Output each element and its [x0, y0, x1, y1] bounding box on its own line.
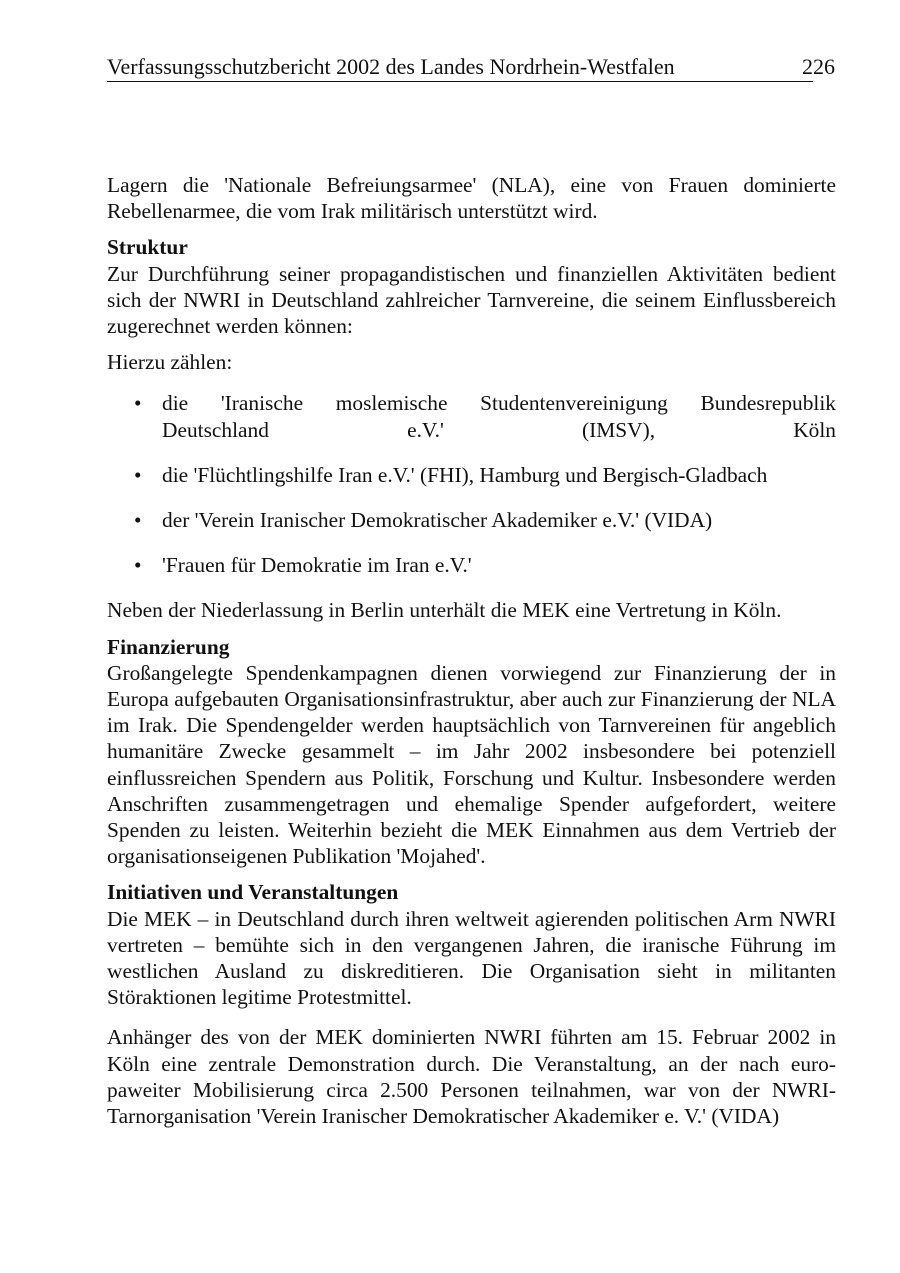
- list-item: [107, 552, 836, 578]
- page-content: [107, 172, 836, 1129]
- bullet-icon: •: [134, 462, 142, 487]
- bullet-icon: •: [134, 508, 142, 533]
- list-item-text: die 'Flüchtlingshilfe Iran e.V.' (FHI), Hamburg und Bergisch-Gladbach: [162, 462, 768, 487]
- struktur-paragraph: Zur Durchführung seiner propagandistischen und finanziellen Aktivitäten bedient sich der NWRI in Deutschland zahlreicher Tarnvereine, die seinem Einflussbereich zugerechnet werden können:: [107, 261, 836, 339]
- bullet-icon: •: [134, 553, 142, 578]
- organization-list: [107, 390, 836, 578]
- list-item-text: die 'Iranische moslemische Studentenvereinigung Bundesrepublik Deutschland e.V.' (IMSV), Köln: [162, 391, 836, 442]
- initiativen-paragraph-1: Die MEK – in Deutschland durch ihren weltweit agierenden politischen Arm NWRI vertreten – bemühte sich in den vergangenen Jahren, die iranische Führung im westlichen Ausland zu diskreditieren. Die Organisation sieht in militanten Störaktionen legitime Protestmittel.: [107, 906, 836, 1010]
- finanzierung-paragraph: Großangelegte Spendenkampagnen dienen vorwiegend zur Finanzierung der in Europa aufgebauten Organisationsinfrastruktur, aber auch zur Finanzierung der NLA im Irak. Die Spendengelder werden hauptsächlich von Tarnvereinen für angeblich humanitäre Zwecke gesammelt – im Jahr 2002 insbesondere bei potenziell einflussreichen Spendern aus Politik, Forschung und Kultur. Insbesondere werden Anschriften zusammengetragen und ehemalige Spender aufgefordert, weitere Spenden zu leisten. Weiterhin bezieht die MEK Einnahmen aus dem Vertrieb der organisationseigenen Publikation 'Mojahed'.: [107, 660, 836, 869]
- section-heading-struktur: Struktur: [107, 235, 188, 260]
- list-intro: Hierzu zählen:: [107, 350, 233, 375]
- bullet-icon: •: [134, 391, 142, 416]
- initiativen-paragraph-2: Anhänger des von der MEK dominierten NWRI führten am 15. Februar 2002 in Köln eine zentrale Demonstration durch. Die Veranstaltung, an der nach europaweiter Mobilisierung circa 2.500 Personen teilnahmen, war von der NWRI-Tarnorganisation 'Verein Iranischer Demokratischer Akademiker e. V.' (VIDA): [107, 1025, 836, 1129]
- after-list-paragraph: Neben der Niederlassung in Berlin unterhält die MEK eine Vertretung in Köln.: [107, 598, 782, 623]
- list-item: [107, 507, 836, 533]
- running-header: [107, 52, 835, 82]
- list-item: [107, 462, 836, 488]
- header-rule: [107, 81, 813, 82]
- section-heading-initiativen: Initiativen und Veranstaltungen: [107, 880, 399, 905]
- list-item-text: der 'Verein Iranischer Demokratischer Akademiker e.V.' (VIDA): [162, 508, 713, 533]
- header-title: Verfassungsschutzbericht 2002 des Landes Nordrhein-Westfalen: [107, 54, 675, 79]
- intro-paragraph: Lagern die 'Nationale Befreiungsarmee' (NLA), eine von Frauen dominierte Rebellenarmee, die vom Irak militärisch unterstützt wird.: [107, 173, 836, 224]
- list-item: [107, 390, 836, 442]
- section-heading-finanzierung: Finanzierung: [107, 634, 230, 659]
- list-item-text: 'Frauen für Demokratie im Iran e.V.': [162, 553, 472, 578]
- page-number: 226: [802, 54, 835, 79]
